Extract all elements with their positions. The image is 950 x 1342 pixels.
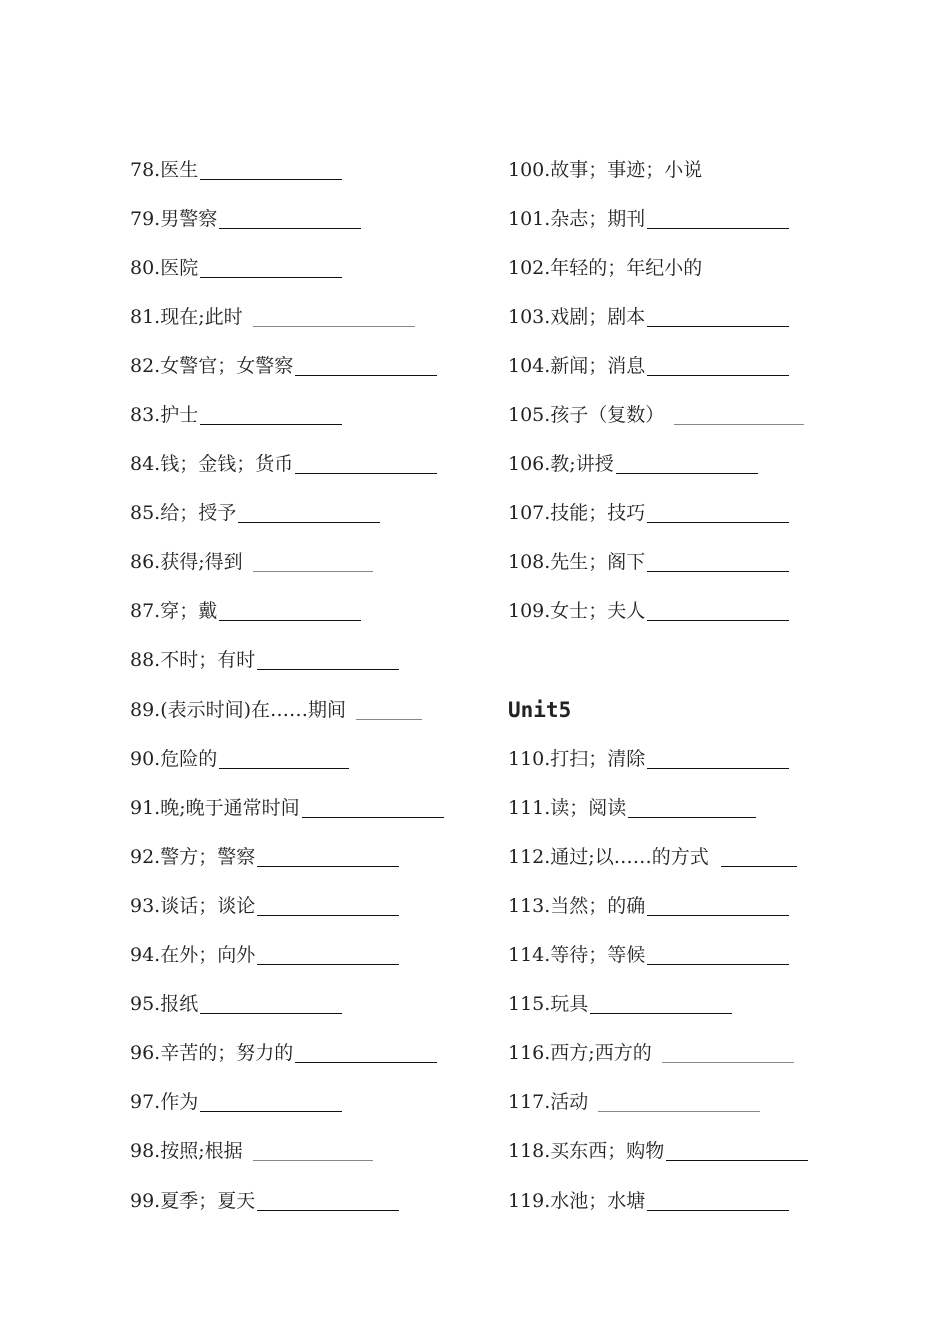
vocab-item <box>130 145 490 194</box>
vocab-prompt: 113.当然；的确 <box>508 894 646 917</box>
vocab-prompt: 94.在外；向外 <box>130 944 256 967</box>
vocab-item <box>130 931 490 980</box>
answer-blank[interactable] <box>200 178 342 180</box>
vocab-prompt: 108.先生；阁下 <box>508 551 646 574</box>
vocab-item <box>508 145 838 194</box>
answer-blank[interactable] <box>253 1159 373 1161</box>
vocab-item <box>130 538 490 587</box>
vocab-prompt: 116.西方;西方的 <box>508 1042 652 1065</box>
vocab-prompt: 114.等待；等候 <box>508 944 646 967</box>
answer-blank[interactable] <box>647 767 789 769</box>
vocab-prompt: 103.戏剧；剧本 <box>508 305 646 328</box>
answer-blank[interactable] <box>302 816 444 818</box>
vocab-prompt: 87.穿；戴 <box>130 600 218 623</box>
vocab-prompt: 89.(表示时间)在……期间 <box>130 698 347 721</box>
answer-blank[interactable] <box>616 472 758 474</box>
answer-blank[interactable] <box>647 521 789 523</box>
answer-blank[interactable] <box>200 1110 342 1112</box>
answer-blank[interactable] <box>295 472 437 474</box>
vocab-prompt: 107.技能；技巧 <box>508 502 646 525</box>
vocab-prompt: 86.获得;得到 <box>130 551 243 574</box>
answer-blank[interactable] <box>628 816 756 818</box>
vocab-prompt: 102.年轻的；年纪小的 <box>508 256 703 279</box>
vocab-item <box>130 587 490 636</box>
vocab-item <box>130 832 490 881</box>
vocab-prompt: 98.按照;根据 <box>130 1140 243 1163</box>
vocab-item <box>130 243 490 292</box>
vocab-item <box>130 980 490 1029</box>
vocab-item <box>508 292 838 341</box>
vocab-prompt: 99.夏季；夏天 <box>130 1189 256 1212</box>
answer-blank[interactable] <box>647 570 789 572</box>
vocab-item <box>130 734 490 783</box>
vocab-item <box>130 1029 490 1078</box>
vocab-item <box>130 1176 490 1225</box>
answer-blank[interactable] <box>590 1012 732 1014</box>
answer-blank[interactable] <box>356 718 422 720</box>
vocab-item <box>508 243 838 292</box>
spacer <box>508 636 838 685</box>
vocab-prompt: 85.给；授予 <box>130 502 237 525</box>
vocab-item <box>130 783 490 832</box>
vocab-prompt: 93.谈话；谈论 <box>130 894 256 917</box>
vocab-prompt: 79.男警察 <box>130 207 218 230</box>
answer-blank[interactable] <box>219 767 349 769</box>
answer-blank[interactable] <box>295 374 437 376</box>
vocab-prompt: 110.打扫；清除 <box>508 747 646 770</box>
answer-blank[interactable] <box>253 570 373 572</box>
vocab-item <box>130 440 490 489</box>
answer-blank[interactable] <box>674 423 804 425</box>
answer-blank[interactable] <box>238 521 380 523</box>
vocab-item <box>508 587 838 636</box>
answer-blank[interactable] <box>257 668 399 670</box>
vocab-item <box>130 636 490 685</box>
answer-blank[interactable] <box>257 963 399 965</box>
vocab-item <box>508 783 838 832</box>
answer-blank[interactable] <box>219 227 361 229</box>
vocab-prompt: 91.晚;晚于通常时间 <box>130 796 300 819</box>
vocab-prompt: 115.玩具 <box>508 993 589 1016</box>
answer-blank[interactable] <box>647 1209 789 1211</box>
vocab-prompt: 112.通过;以……的方式 <box>508 845 709 868</box>
vocab-prompt: 84.钱；金钱；货币 <box>130 453 294 476</box>
vocab-item <box>508 980 838 1029</box>
answer-blank[interactable] <box>200 276 342 278</box>
vocab-prompt: 105.孩子（复数） <box>508 404 665 427</box>
vocab-item <box>508 1176 838 1225</box>
vocab-prompt: 100.故事；事迹；小说 <box>508 158 703 181</box>
answer-blank[interactable] <box>200 423 342 425</box>
vocab-item <box>508 734 838 783</box>
answer-blank[interactable] <box>257 1209 399 1211</box>
vocab-item <box>508 341 838 390</box>
vocab-prompt: 117.活动 <box>508 1091 589 1114</box>
answer-blank[interactable] <box>647 619 789 621</box>
vocab-prompt: 81.现在;此时 <box>130 305 243 328</box>
vocab-item <box>130 390 490 439</box>
vocab-item <box>130 292 490 341</box>
vocab-prompt: 118.买东西；购物 <box>508 1140 665 1163</box>
answer-blank[interactable] <box>295 1061 437 1063</box>
vocab-item <box>508 390 838 439</box>
answer-blank[interactable] <box>257 914 399 916</box>
answer-blank[interactable] <box>662 1061 794 1063</box>
answer-blank[interactable] <box>253 325 415 327</box>
vocab-prompt: 90.危险的 <box>130 747 218 770</box>
answer-blank[interactable] <box>598 1110 760 1112</box>
vocab-prompt: 104.新闻；消息 <box>508 354 646 377</box>
vocab-prompt: 83.护士 <box>130 404 199 427</box>
vocab-item <box>130 194 490 243</box>
vocab-item <box>508 489 838 538</box>
unit-heading: Unit5 <box>508 697 572 722</box>
vocab-item <box>508 931 838 980</box>
answer-blank[interactable] <box>666 1159 808 1161</box>
vocab-prompt: 92.警方；警察 <box>130 845 256 868</box>
vocab-prompt: 80.医院 <box>130 256 199 279</box>
vocab-item <box>130 881 490 930</box>
answer-blank[interactable] <box>647 227 789 229</box>
vocab-prompt: 78.医生 <box>130 158 199 181</box>
vocab-item <box>508 1029 838 1078</box>
vocab-item <box>508 881 838 930</box>
vocab-item <box>130 1078 490 1127</box>
vocab-prompt: 82.女警官；女警察 <box>130 354 294 377</box>
vocab-item <box>130 489 490 538</box>
vocab-item <box>508 440 838 489</box>
vocab-prompt: 106.教;讲授 <box>508 453 614 476</box>
vocab-prompt: 119.水池；水塘 <box>508 1189 646 1212</box>
answer-blank[interactable] <box>721 865 797 867</box>
vocab-item <box>508 832 838 881</box>
answer-blank[interactable] <box>200 1012 342 1014</box>
answer-blank[interactable] <box>257 865 399 867</box>
vocab-item <box>130 1127 490 1176</box>
answer-blank[interactable] <box>647 963 789 965</box>
answer-blank[interactable] <box>647 914 789 916</box>
vocab-prompt: 97.作为 <box>130 1091 199 1114</box>
vocab-item <box>130 341 490 390</box>
vocab-item <box>508 1078 838 1127</box>
vocab-prompt: 88.不时；有时 <box>130 649 256 672</box>
vocab-prompt: 95.报纸 <box>130 993 199 1016</box>
answer-blank[interactable] <box>647 325 789 327</box>
left-column <box>130 145 490 1225</box>
vocab-item <box>508 538 838 587</box>
vocab-item <box>130 685 490 734</box>
vocab-prompt: 111.读；阅读 <box>508 796 627 819</box>
vocab-prompt: 109.女士；夫人 <box>508 600 646 623</box>
answer-blank[interactable] <box>647 374 789 376</box>
vocab-item <box>508 1127 838 1176</box>
answer-blank[interactable] <box>219 619 361 621</box>
vocab-prompt: 101.杂志；期刊 <box>508 207 646 230</box>
vocab-prompt: 96.辛苦的；努力的 <box>130 1042 294 1065</box>
right-column <box>508 145 838 1225</box>
vocab-item <box>508 194 838 243</box>
